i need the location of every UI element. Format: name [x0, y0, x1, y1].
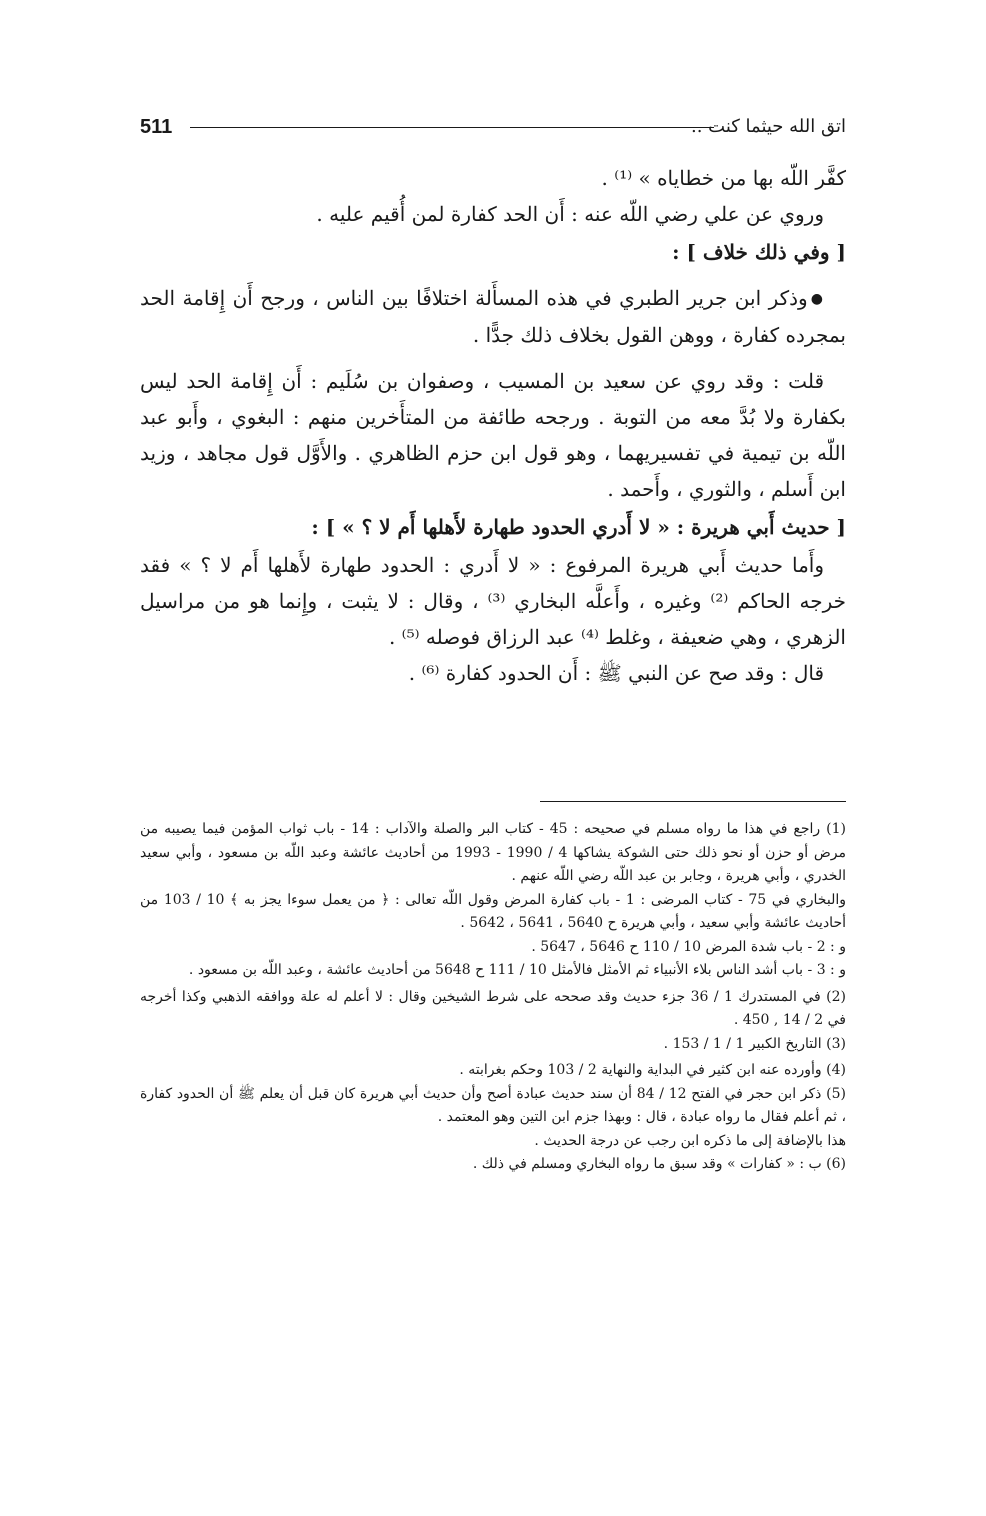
paragraph-4: قلت : وقد روي عن سعيد بن المسيب ، وصفوان بن سُلَيم : أَن إِقامة الحد ليس بكفارة ولا بُدَّ معه من التوبة . ورجحه طائفة من المتأَخرين منهم : البغوي ، وأَبو عبد اللّه بن تيمية في تفسيريهما ، وهو قول ابن حزم الظاهري . والأَوَّل قول مجاهد ، وزيد ابن أَسلم ، والثوري ، وأَحمد .	[140, 369, 846, 501]
main-text	[140, 160, 846, 691]
footnote-6: (6) ب : « كفارات » وقد سبق ما رواه البخاري ومسلم في ذلك .	[472, 1156, 846, 1172]
footnote-1-cont-a: والبخاري في 75 - كتاب المرضى : 1 - باب كفارة المرض وقول اللّه تعالى : ﴿ من يعمل سوءا يجز به ﴾ 10 / 103 من أحاديث عائشة وأبي سعيد ، وأبي هريرة ح 5640 ، 5641 ، 5642 .	[140, 891, 846, 931]
running-title: اتق الله حيثما كنت ..	[690, 116, 846, 137]
footnote-3: (3) التاريخ الكبير 1 / 1 / 153 .	[663, 1035, 846, 1052]
footnote-5: (5) ذكر ابن حجر في الفتح 12 / 84 أن سند حديث عبادة أصح وأن حديث أبي هريرة كان قبل أن يعلم ﷺ أن الحدود كفارة ، ثم أعلم فقال ما رواه عبادة ، قال : وبهذا جزم ابن التين وهو المعتمد .	[140, 1085, 846, 1125]
section-heading-2: [ حديث أَبي هريرة : « لا أَدري الحدود طهارة لأَهلها أَم لا ؟ » ] :	[311, 515, 846, 539]
page-number: 511	[140, 116, 173, 138]
footnotes	[140, 818, 846, 1177]
footnote-1-cont-c: و : 3 - باب أشد الناس بلاء الأنبياء ثم الأمثل فالأمثل 10 / 111 ح 5648 من أحاديث عائشة ، وعبد اللّه بن مسعود .	[188, 962, 846, 978]
header-rule	[190, 127, 714, 128]
footnote-rule	[540, 801, 846, 802]
paragraph-5: وأَما حديث أَبي هريرة المرفوع : « لا أَدري : الحدود طهارة لأَهلها أَم لا ؟ » فقد خرجه الحاكم ⁽²⁾ وغيره ، وأَعلَّه البخاري ⁽³⁾ ، وقال : لا يثبت ، وإِنما هو من مراسيل الزهري ، وهي ضعيفة ، وغلط ⁽⁴⁾ عبد الرزاق فوصله ⁽⁵⁾ .	[140, 553, 846, 649]
bullet-dot: ●	[810, 291, 825, 307]
footnote-4: (4) وأورده عنه ابن كثير في البداية والنهاية 2 / 103 وحكم بغرابته .	[459, 1062, 846, 1078]
footnote-5-cont: هذا بالإضافة إلى ما ذكره ابن رجب عن درجة الحديث .	[534, 1132, 846, 1149]
footnote-2: (2) في المستدرك 1 / 36 جزء حديث وقد صححه على شرط الشيخين وقال : لا أعلم له علة ووافقه الذهبي وكذا أخرجه في 2 / 14 , 450 .	[140, 988, 846, 1028]
footnote-1-cont-b: و : 2 - باب شدة المرض 10 / 110 ح 5646 ، 5647 .	[531, 938, 846, 955]
section-heading-1: [ وفي ذلك خلاف ] :	[672, 240, 846, 264]
paragraph-2: وروي عن علي رضي اللّه عنه : أَن الحد كفارة لمن أُقيم عليه .	[316, 202, 824, 226]
footnote-1: (1) راجع في هذا ما رواه مسلم في صحيحه : 45 - كتاب البر والصلة والآداب : 14 - باب ثواب المؤمن فيما يصيبه من مرض أو حزن أو نحو ذلك حتى الشوكة يشاكها 4 / 1990 - 1993 من أحاديث عائشة وعبد اللّه بن مسعود ، وأبي سعيد الخدري ، وأبي هريرة ، وجابر بن عبد اللّه رضي اللّه عنهم .	[140, 821, 846, 884]
paragraph-3-text: وذكر ابن جرير الطبري في هذه المسأَلة اختلافًا بين الناس ، ورجح أَن إِقامة الحد بمجرده كفارة ، ووهن القول بخلاف ذلك جدًّا .	[140, 286, 846, 347]
page-header	[140, 112, 846, 142]
paragraph-1: كفَّر اللّه بها من خطاياه » ⁽¹⁾ .	[601, 166, 846, 190]
paragraph-3	[140, 280, 846, 353]
paragraph-6: قال : وقد صح عن النبي ﷺ : أَن الحدود كفارة ⁽⁶⁾ .	[408, 661, 824, 685]
